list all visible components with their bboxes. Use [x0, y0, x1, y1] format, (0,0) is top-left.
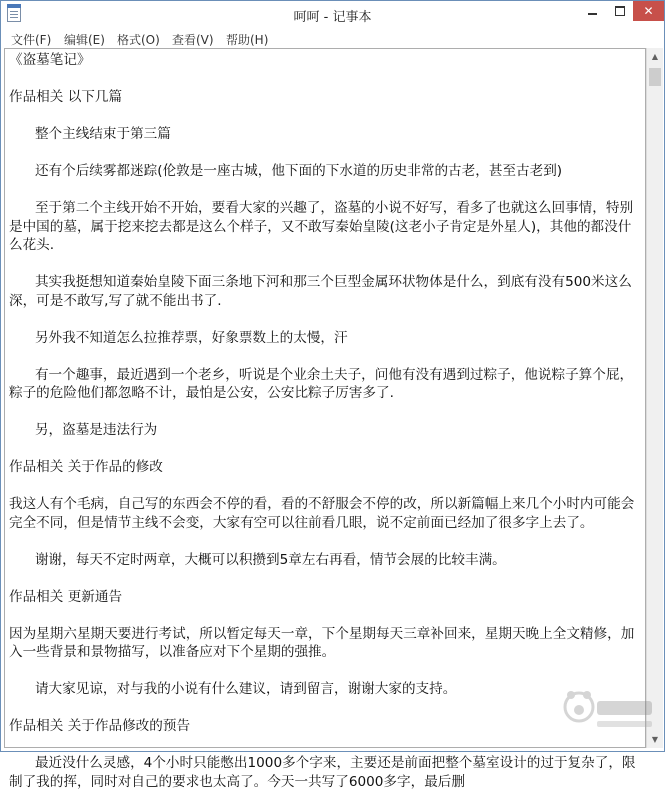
text-line: 整个主线结束于第三篇 — [9, 126, 171, 142]
text-line — [9, 606, 637, 625]
menu-file[interactable]: 文件(F) — [11, 33, 52, 47]
text-line: 作品相关 关于作品修改的预告 — [9, 718, 191, 734]
minimize-button[interactable] — [579, 1, 606, 21]
text-line: 至于第二个主线开始不开始，要看大家的兴趣了，盗墓的小说不好写，看多了也就这么回事情，特别是中国的墓，属于挖来挖去都是这么个样子，又不敢写秦始皇陵(这老小子肯定是外星人)，其他的都没什么花头. — [9, 200, 634, 253]
text-line: 其实我挺想知道秦始皇陵下面三条地下河和那三个巨型金属环状物体是什么，到底有没有500米这么深，可是不敢写,写了就不能出书了. — [9, 274, 632, 309]
text-line: 作品相关 关于作品的修改 — [9, 459, 163, 475]
scroll-down-icon[interactable]: ▼ — [651, 735, 659, 744]
text-line: 我这人有个毛病，自己写的东西会不停的看，看的不舒服会不停的改，所以新篇幅上来几个小时内可能会完全不同，但是情节主线不会变，大家有空可以往前看几眼，说不定前面已经加了很多字上去了。 — [9, 496, 635, 531]
maximize-icon — [615, 6, 625, 16]
close-icon: ✕ — [643, 4, 654, 18]
text-line: 另，盗墓是违法行为 — [9, 422, 158, 438]
text-line — [9, 440, 637, 459]
vertical-scrollbar[interactable] — [646, 48, 663, 748]
text-line — [9, 662, 637, 681]
text-line — [9, 107, 637, 126]
maximize-button[interactable] — [606, 1, 633, 21]
text-line — [9, 347, 637, 366]
menu-edit[interactable]: 编辑(E) — [64, 33, 105, 47]
text-line — [9, 736, 637, 755]
text-line: 因为星期六星期天要进行考试，所以暂定每天一章，下个星期每天三章补回来，星期天晚上全文精修，加入一些背景和景物描写，以准备应对下个星期的强推。 — [9, 625, 635, 660]
minimize-icon — [588, 13, 597, 15]
text-line — [9, 477, 637, 496]
text-line — [9, 699, 637, 718]
text-editor[interactable] — [4, 48, 646, 790]
menu-bar — [1, 29, 664, 48]
title-bar[interactable] — [1, 1, 664, 29]
scroll-up-icon[interactable]: ▲ — [651, 52, 659, 61]
document-text[interactable] — [9, 51, 637, 791]
text-line — [9, 70, 637, 89]
text-line: 请大家见谅，对与我的小说有什么建议，请到留言，谢谢大家的支持。 — [9, 681, 457, 697]
text-line: 谢谢，每天不定时两章，大概可以积攒到5章左右再看，情节会展的比较丰满。 — [9, 551, 506, 568]
text-line: 作品相关 更新通告 — [9, 588, 123, 605]
scroll-thumb[interactable] — [649, 68, 661, 86]
text-line: 最近没什么灵感，4个小时只能憋出1000多个字来，主要还是前面把整个墓室设计的过于复杂了，限制了我的挥，同时对自己的要求也太高了。今天一共写了6000多字，最后删 — [9, 755, 636, 790]
text-line — [9, 569, 637, 588]
text-line: 作品相关 以下几篇 — [9, 89, 123, 105]
text-line: 《盗墓笔记》 — [9, 52, 91, 68]
text-line — [9, 181, 637, 200]
text-line — [9, 403, 637, 422]
text-line — [9, 532, 637, 551]
menu-help[interactable]: 帮助(H) — [226, 33, 269, 47]
menu-format[interactable]: 格式(O) — [117, 33, 160, 47]
text-line — [9, 310, 637, 329]
close-button[interactable] — [633, 1, 664, 21]
text-line — [9, 144, 637, 163]
text-line — [9, 255, 637, 274]
window-title: 呵呵 - 记事本 — [293, 10, 372, 25]
text-line: 另外我不知道怎么拉推荐票，好象票数上的太慢，汗 — [9, 329, 348, 346]
menu-view[interactable]: 查看(V) — [172, 33, 214, 47]
text-line: 有一个趣事，最近遇到一个老乡，听说是个业余土夫子，问他有没有遇到过粽子，他说粽子算个屁，粽子的危险他们都忽略不计，最怕是公安，公安比粽子厉害多了. — [9, 366, 634, 401]
text-line: 还有个后续雾都迷踪(伦敦是一座古城，他下面的下水道的历史非常的古老，甚至古老到) — [9, 163, 563, 179]
